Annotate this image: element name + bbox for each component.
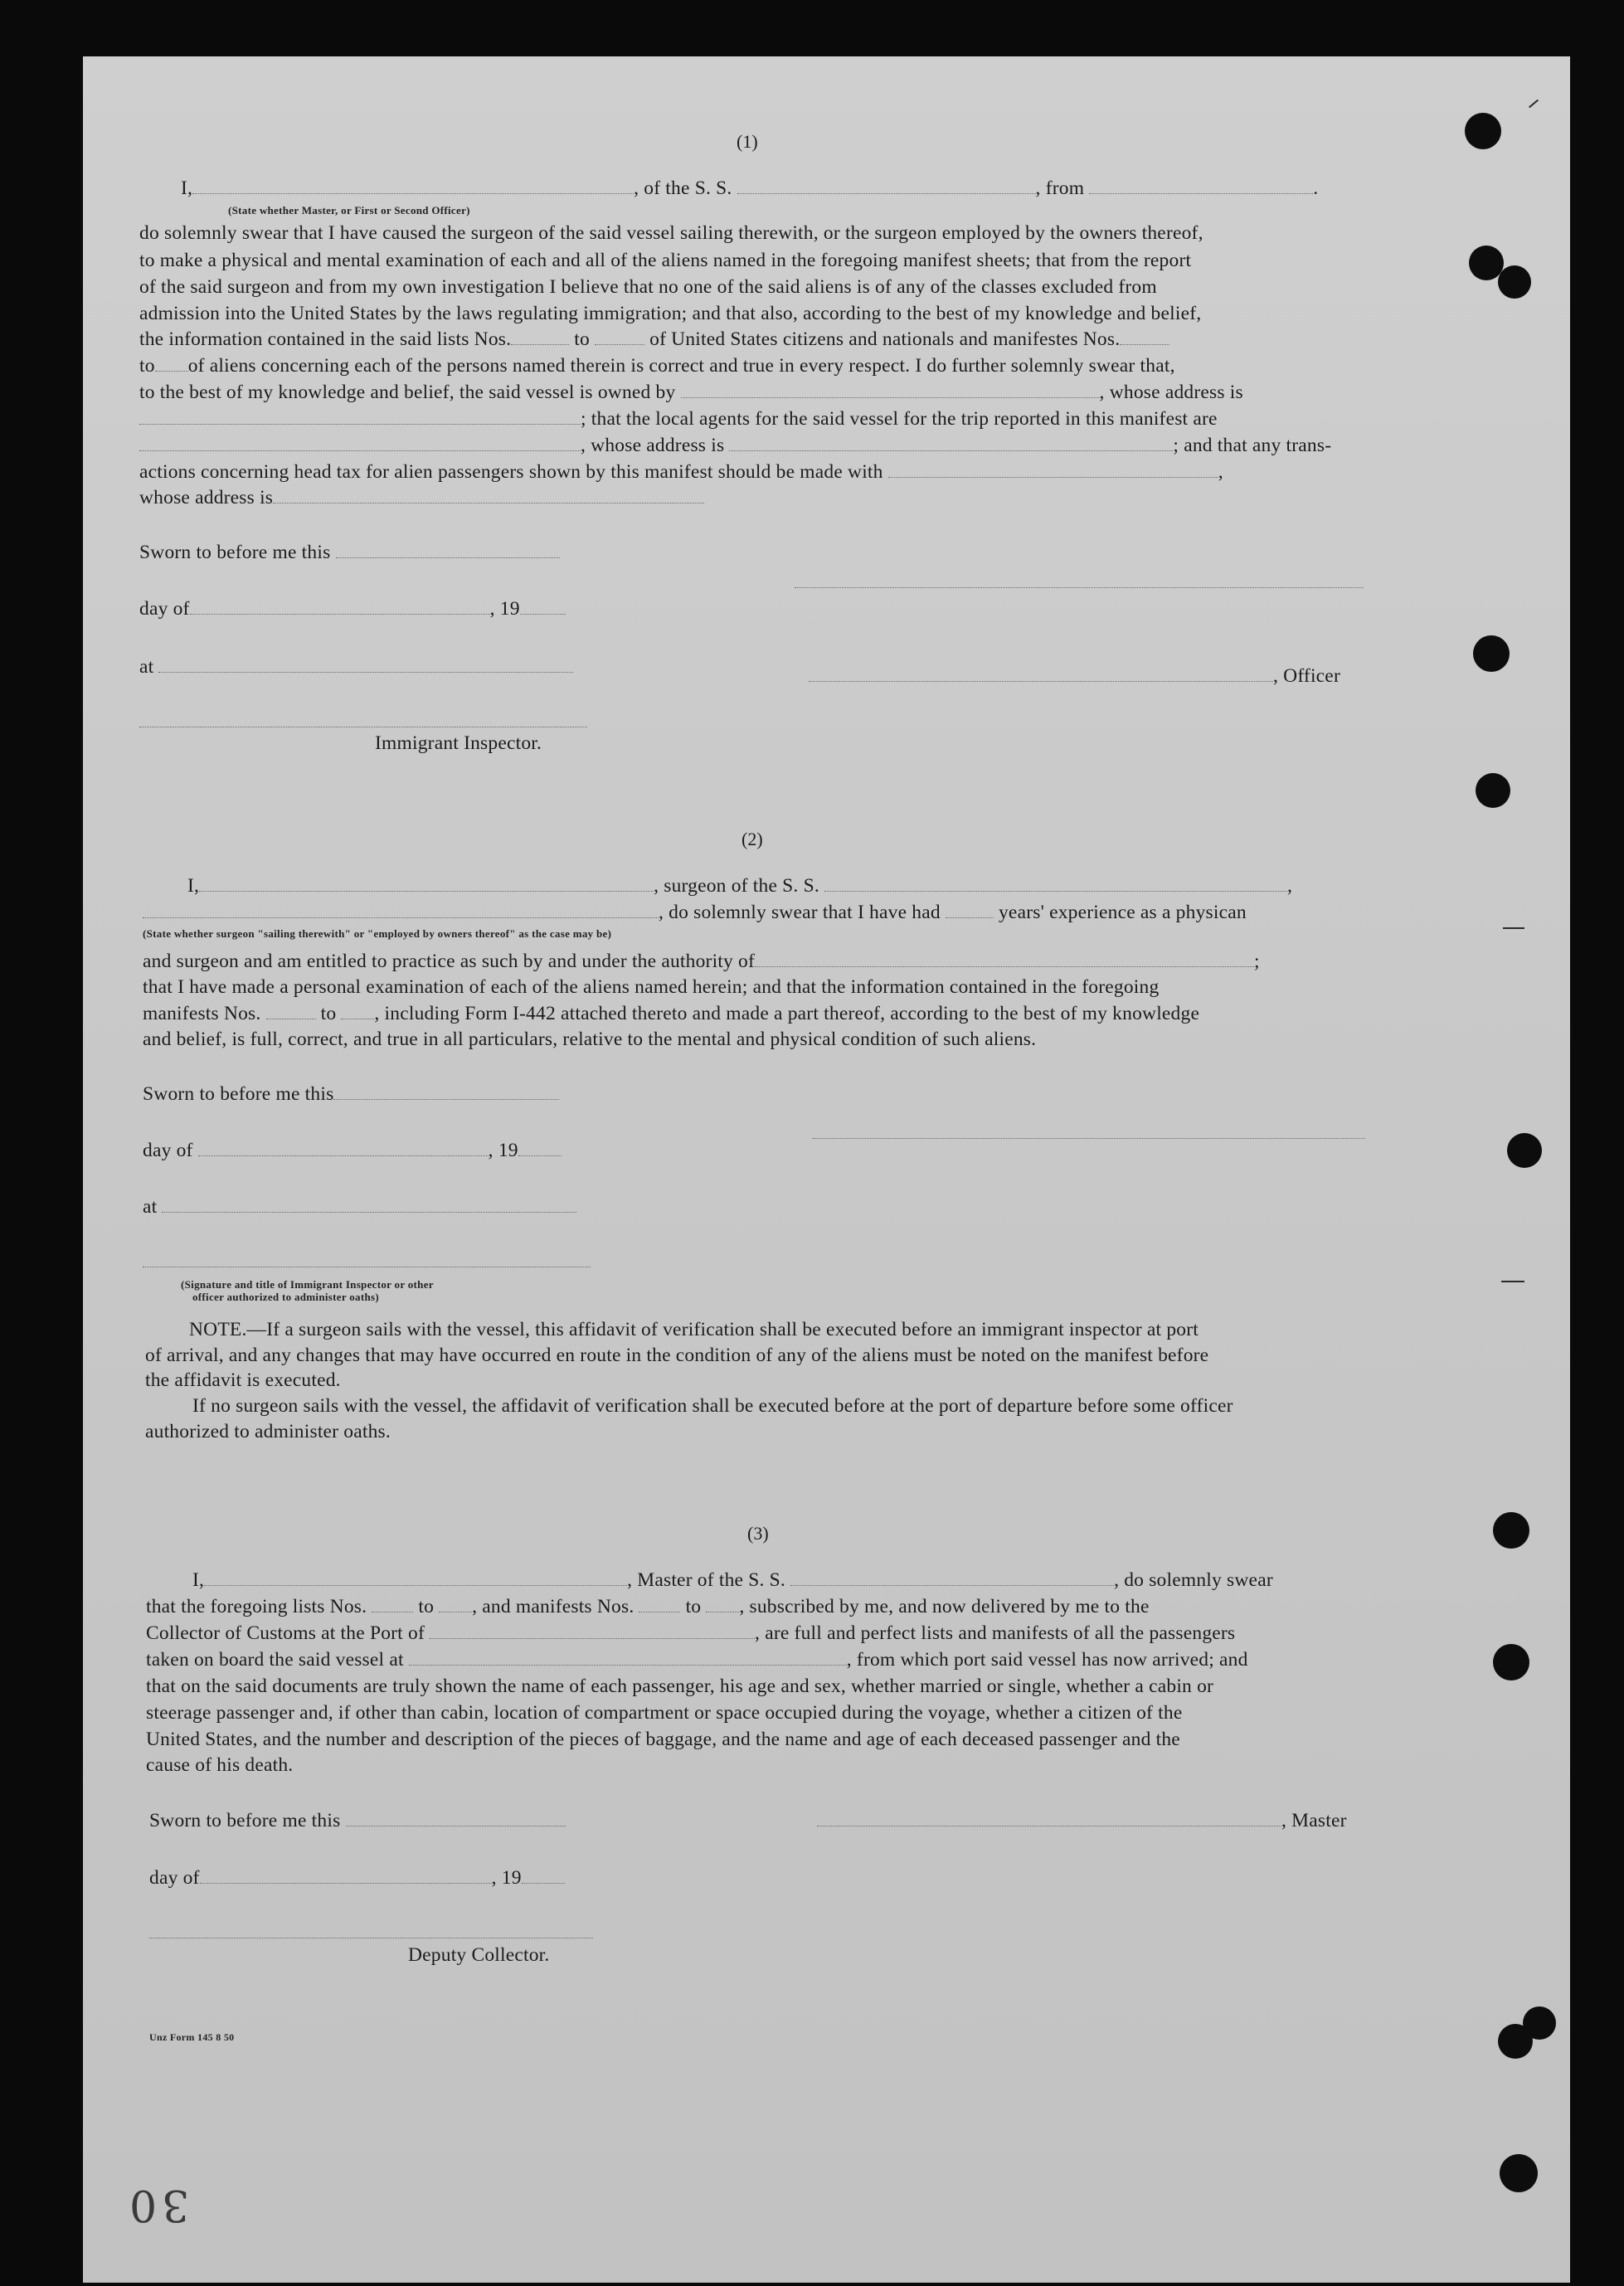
- blank: [346, 1809, 566, 1826]
- blank: [266, 1002, 316, 1019]
- blank: [139, 407, 581, 425]
- master-signature-blank: [817, 1809, 1281, 1826]
- sec2-dayof: day of , 19: [143, 1139, 562, 1162]
- margin-mark: [1501, 1281, 1524, 1282]
- sec3-dayof: day of , 19: [149, 1866, 565, 1890]
- blank: [824, 874, 1287, 892]
- blank: [888, 460, 1218, 478]
- sec1-line-9: ; that the local agents for the said vessel for the trip reported in this manifest are: [139, 407, 1218, 430]
- blank: [336, 541, 560, 558]
- punch-hole: [1493, 1644, 1529, 1680]
- section-1-heading: (1): [737, 131, 758, 152]
- sec2-note-line-4: If no surgeon sails with the vessel, the affidavit of verification shall be executed before at the port of departure before some officer: [192, 1395, 1233, 1417]
- blank: [143, 901, 659, 918]
- sec3-line-7: United States, and the number and description of the pieces of baggage, and the name and age of each deceased passenger and the: [146, 1729, 1180, 1750]
- section-2-heading: (2): [741, 829, 763, 849]
- sec2-line-1: I, , surgeon of the S. S. ,: [187, 875, 1293, 897]
- sec1-line-6: the information contained in the said lists Nos. to of United States citizens and nationals and manifestes Nos.: [139, 328, 1169, 351]
- sec1-sworn: Sworn to before me this: [139, 541, 560, 564]
- sec3-line-4: taken on board the said vessel at , from which port said vessel has now arrived; and: [146, 1649, 1248, 1671]
- sec3-deputy-label: Deputy Collector.: [408, 1944, 550, 1966]
- blank: [372, 1595, 413, 1612]
- blank: [409, 1648, 847, 1666]
- sec1-line-3: to make a physical and mental examination of each and all of the aliens named in the foregoing manifest sheets; that from the report: [139, 250, 1192, 271]
- sec3-line-5: that on the said documents are truly shown the name of each passenger, his age and sex, whether married or single, whether a cabin or: [146, 1676, 1214, 1697]
- sec1-line-7: to of aliens concerning each of the persons named therein is correct and true in every respect. I do further solemnly swear that,: [139, 355, 1175, 377]
- blank: [198, 1139, 489, 1156]
- sec3-line-2: that the foregoing lists Nos. to , and manifests Nos. to , subscribed by me, and now delivered by me to the: [146, 1596, 1150, 1617]
- blank: [333, 1082, 559, 1100]
- sec2-line-6: and belief, is full, correct, and true in all particulars, relative to the mental and physical condition of such aliens.: [143, 1029, 1037, 1050]
- sec2-note-line-5: authorized to administer oaths.: [145, 1421, 391, 1442]
- sec2-line-3: and surgeon and am entitled to practice as such by and under the authority of ;: [143, 951, 1260, 972]
- punch-hole: [1498, 2024, 1533, 2059]
- sec1-line-10: , whose address is ; and that any trans-: [139, 434, 1331, 457]
- blank: [192, 177, 634, 194]
- sec1-at: at: [139, 655, 573, 679]
- blank: [439, 1595, 472, 1612]
- blank: [639, 1595, 680, 1612]
- blank: [199, 874, 654, 892]
- blank: [511, 328, 569, 345]
- sec3-line-6: steerage passenger and, if other than cabin, location of compartment or space occupied during the voyage, whether a citizen of the: [146, 1702, 1183, 1724]
- sec3-sworn: Sworn to before me this: [149, 1809, 566, 1832]
- sec1-line-12: whose address is: [139, 486, 704, 509]
- sec1-officer: , Officer: [809, 664, 1340, 688]
- blank: [518, 1139, 562, 1156]
- sec2-signature-line: [813, 1138, 1365, 1139]
- blank: [755, 950, 1254, 967]
- sec1-dayof: day of , 19: [139, 597, 566, 620]
- punch-hole: [1476, 773, 1510, 808]
- blank: [681, 381, 1100, 398]
- sec1-line-5: admission into the United States by the laws regulating immigration; and that also, according to the best of my knowledge and belief,: [139, 303, 1202, 324]
- handwritten-number: 30: [124, 2180, 190, 2230]
- blank: [790, 1569, 1114, 1586]
- sec2-line-2-note: (State whether surgeon "sailing therewith" or "employed by owners thereof" as the case may be): [143, 927, 612, 940]
- blank: [1089, 177, 1313, 194]
- blank: [200, 1866, 492, 1884]
- blank: [706, 1595, 739, 1612]
- sec1-line-1: I, , of the S. S. , from .: [181, 178, 1319, 199]
- sec2-sig-note-2: officer authorized to administer oaths): [192, 1291, 379, 1303]
- section-3-heading: (3): [747, 1523, 769, 1544]
- blank: [595, 328, 644, 345]
- punch-hole: [1473, 635, 1510, 672]
- sec3-master: , Master: [817, 1809, 1347, 1832]
- punch-hole: [1465, 113, 1501, 149]
- punch-hole: [1500, 2154, 1538, 2192]
- blank: [520, 597, 566, 615]
- blank: [273, 486, 704, 503]
- sec2-note-line-2: of arrival, and any changes that may have occurred en route in the condition of any of the aliens must be noted on the manifest before: [145, 1345, 1209, 1366]
- blank: [162, 1195, 576, 1213]
- sec1-inspector-label: Immigrant Inspector.: [375, 732, 542, 754]
- blank: [155, 354, 188, 372]
- blank: [946, 901, 994, 918]
- sec3-line-1: I, , Master of the S. S. , do solemnly swear: [192, 1569, 1273, 1591]
- margin-mark: [1503, 927, 1524, 929]
- blank: [737, 177, 1036, 194]
- sec1-line-11: actions concerning head tax for alien passengers shown by this manifest should be made with ,: [139, 461, 1223, 483]
- blank: [430, 1622, 755, 1639]
- punch-hole: [1498, 265, 1531, 299]
- sec2-note-line-1: NOTE.—If a surgeon sails with the vessel, this affidavit of verification shall be executed before an immigrant inspector at port: [189, 1319, 1199, 1340]
- punch-hole: [1507, 1133, 1542, 1168]
- sec1-line-4: of the said surgeon and from my own investigation I believe that no one of the said aliens is of any of the classes excluded from: [139, 276, 1157, 298]
- sec2-note-line-3: the affidavit is executed.: [145, 1369, 341, 1391]
- blank: [158, 655, 573, 673]
- blank: [341, 1002, 374, 1019]
- sec2-line-4: that I have made a personal examination of each of the aliens named herein; and that the information contained in the foregoing: [143, 976, 1160, 998]
- sec1-line-2: do solemnly swear that I have caused the surgeon of the said vessel sailing therewith, or the surgeon employed by the owners thereof,: [139, 222, 1203, 244]
- blank: [139, 434, 581, 451]
- blank: [204, 1569, 627, 1586]
- sec2-at: at: [143, 1195, 576, 1218]
- sec2-line-2: , do solemnly swear that I have had years' experience as a physican: [143, 901, 1247, 924]
- sec3-line-3: Collector of Customs at the Port of , are full and perfect lists and manifests of all the passengers: [146, 1622, 1236, 1644]
- sec1-line-1-note: (State whether Master, or First or Second Officer): [228, 204, 470, 216]
- sec2-sworn: Sworn to before me this: [143, 1082, 559, 1106]
- blank: [1120, 328, 1169, 345]
- blank: [190, 597, 490, 615]
- sec2-line-5: manifests Nos. to , including Form I-442 attached thereto and made a part thereof, according to the best of my knowledge: [143, 1003, 1200, 1024]
- blank: [729, 434, 1173, 451]
- blank: [522, 1866, 565, 1884]
- sec1-line-8: to the best of my knowledge and belief, the said vessel is owned by , whose address is: [139, 382, 1243, 403]
- sec1-signature-line: [795, 587, 1364, 588]
- sec3-line-8: cause of his death.: [146, 1754, 294, 1776]
- officer-signature-blank: [809, 664, 1273, 682]
- sec2-sig-note-1: (Signature and title of Immigrant Inspector or other: [181, 1278, 434, 1291]
- punch-hole: [1493, 1512, 1529, 1549]
- form-id: Unz Form 145 8 50: [149, 2031, 235, 2043]
